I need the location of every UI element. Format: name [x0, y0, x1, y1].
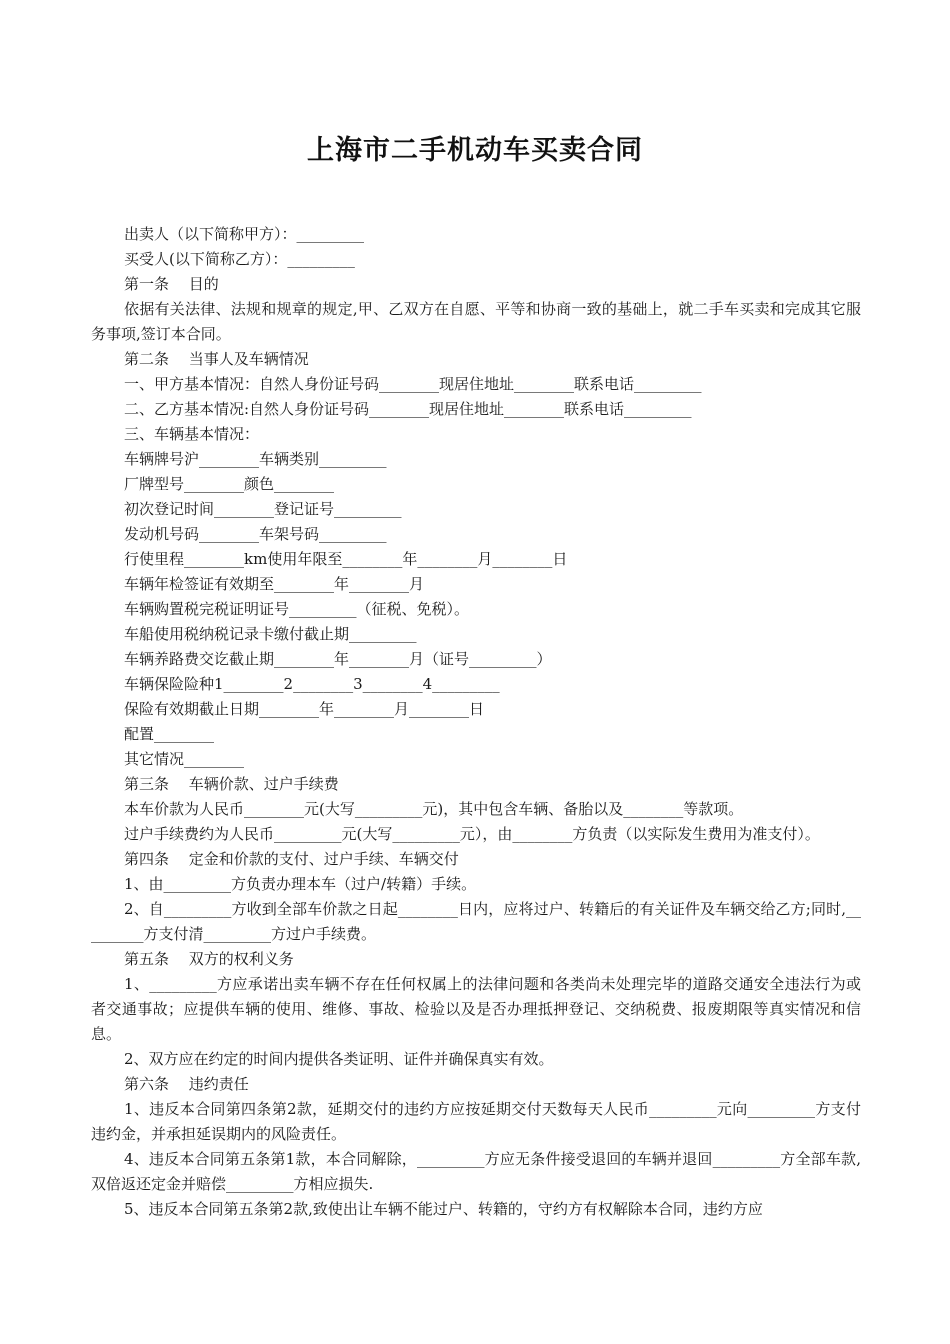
- engine-number-line: 发动机号码________车架号码_________: [124, 525, 387, 543]
- price-line: 本车价款为人民币________元(大写_________元)，其中包含车辆、备胎以及________等款项。: [124, 800, 744, 818]
- road-fee-line: 车辆养路费交讫截止期________年________月（证号_________）: [124, 650, 552, 668]
- article-2-heading: 第二条 当事人及车辆情况: [124, 350, 309, 368]
- insurance-expiry-line: 保险有效期截止日期________年________月________日: [124, 700, 485, 718]
- transfer-fee-line: 过户手续费约为人民币_________元(大写_________元），由________方负责（以实际发生费用为准支付）。: [124, 825, 820, 843]
- inspection-line: 车辆年检签证有效期至________年________月: [124, 575, 425, 593]
- registration-line: 初次登记时间________登记证号_________: [124, 500, 402, 518]
- article-4-heading: 第四条 定金和价款的支付、过户手续、车辆交付: [124, 850, 459, 868]
- article-4-item-2: 2、自_________方收到全部车价款之日起________日内，应将过户、转籍后的有关证件及车辆交给乙方;同时,_________方支付清_________方过户手续费。: [91, 900, 861, 943]
- configuration-line: 配置________: [124, 725, 215, 743]
- article-6-item-4: 4、违反本合同第五条第1款，本合同解除，_________方应无条件接受退回的车辆并退回_________方全部车款,双倍返还定金并赔偿_________方相应损失.: [91, 1150, 861, 1193]
- article-5-item-2: 2、双方应在约定的时间内提供各类证明、证件并确保真实有效。: [124, 1050, 554, 1068]
- mileage-line: 行使里程________km使用年限至________年________月________日: [124, 550, 568, 568]
- party-b-info: 二、乙方基本情况:自然人身份证号码________现居住地址________联系电话_________: [124, 400, 692, 418]
- vehicle-plate-line: 车辆牌号沪________车辆类别_________: [124, 450, 387, 468]
- other-info-line: 其它情况________: [124, 750, 245, 768]
- vehicle-info-heading: 三、车辆基本情况：: [124, 425, 260, 443]
- seller-line: 出卖人（以下简称甲方）：_________: [124, 225, 365, 243]
- article-6-item-5: 5、违反本合同第五条第2款,致使出让车辆不能过户、转籍的，守约方有权解除本合同，违约方应: [124, 1200, 763, 1218]
- article-1-text: 依据有关法律、法规和规章的规定,甲、乙双方在自愿、平等和协商一致的基础上，就二手车买卖和完成其它服务事项,签订本合同。: [91, 300, 861, 343]
- article-6-heading: 第六条 违约责任: [124, 1075, 249, 1093]
- vessel-tax-line: 车船使用税纳税记录卡缴付截止期_________: [124, 625, 417, 643]
- vehicle-model-line: 厂牌型号________颜色________: [124, 475, 335, 493]
- purchase-tax-line: 车辆购置税完税证明证号_________（征税、免税）。: [124, 600, 470, 618]
- party-a-info: 一、甲方基本情况：自然人身份证号码________现居住地址________联系电话_________: [124, 375, 702, 393]
- article-3-heading: 第三条 车辆价款、过户手续费: [124, 775, 339, 793]
- article-5-heading: 第五条 双方的权利义务: [124, 950, 294, 968]
- contract-body: [91, 222, 861, 1222]
- article-6-item-1: 1、违反本合同第四条第2款，延期交付的违约方应按延期交付天数每天人民币_________元向_________方支付违约金，并承担延误期内的风险责任。: [91, 1100, 861, 1143]
- buyer-line: 买受人(以下简称乙方）：_________: [124, 250, 355, 268]
- article-1-heading: 第一条 目的: [124, 275, 219, 293]
- document-title: 上海市二手机动车买卖合同: [307, 135, 643, 166]
- article-5-item-1: 1、_________方应承诺出卖车辆不存在任何权属上的法律问题和各类尚未处理完毕的道路交通安全违法行为或者交通事故；应提供车辆的使用、维修、事故、检验以及是否办理抵押登记、交纳税费、报废期限等真实情况和信息。: [91, 975, 861, 1043]
- article-4-item-1: 1、由_________方负责办理本车（过户/转籍）手续。: [124, 875, 477, 893]
- insurance-type-line: 车辆保险险种1________2________3________4_________: [124, 675, 500, 693]
